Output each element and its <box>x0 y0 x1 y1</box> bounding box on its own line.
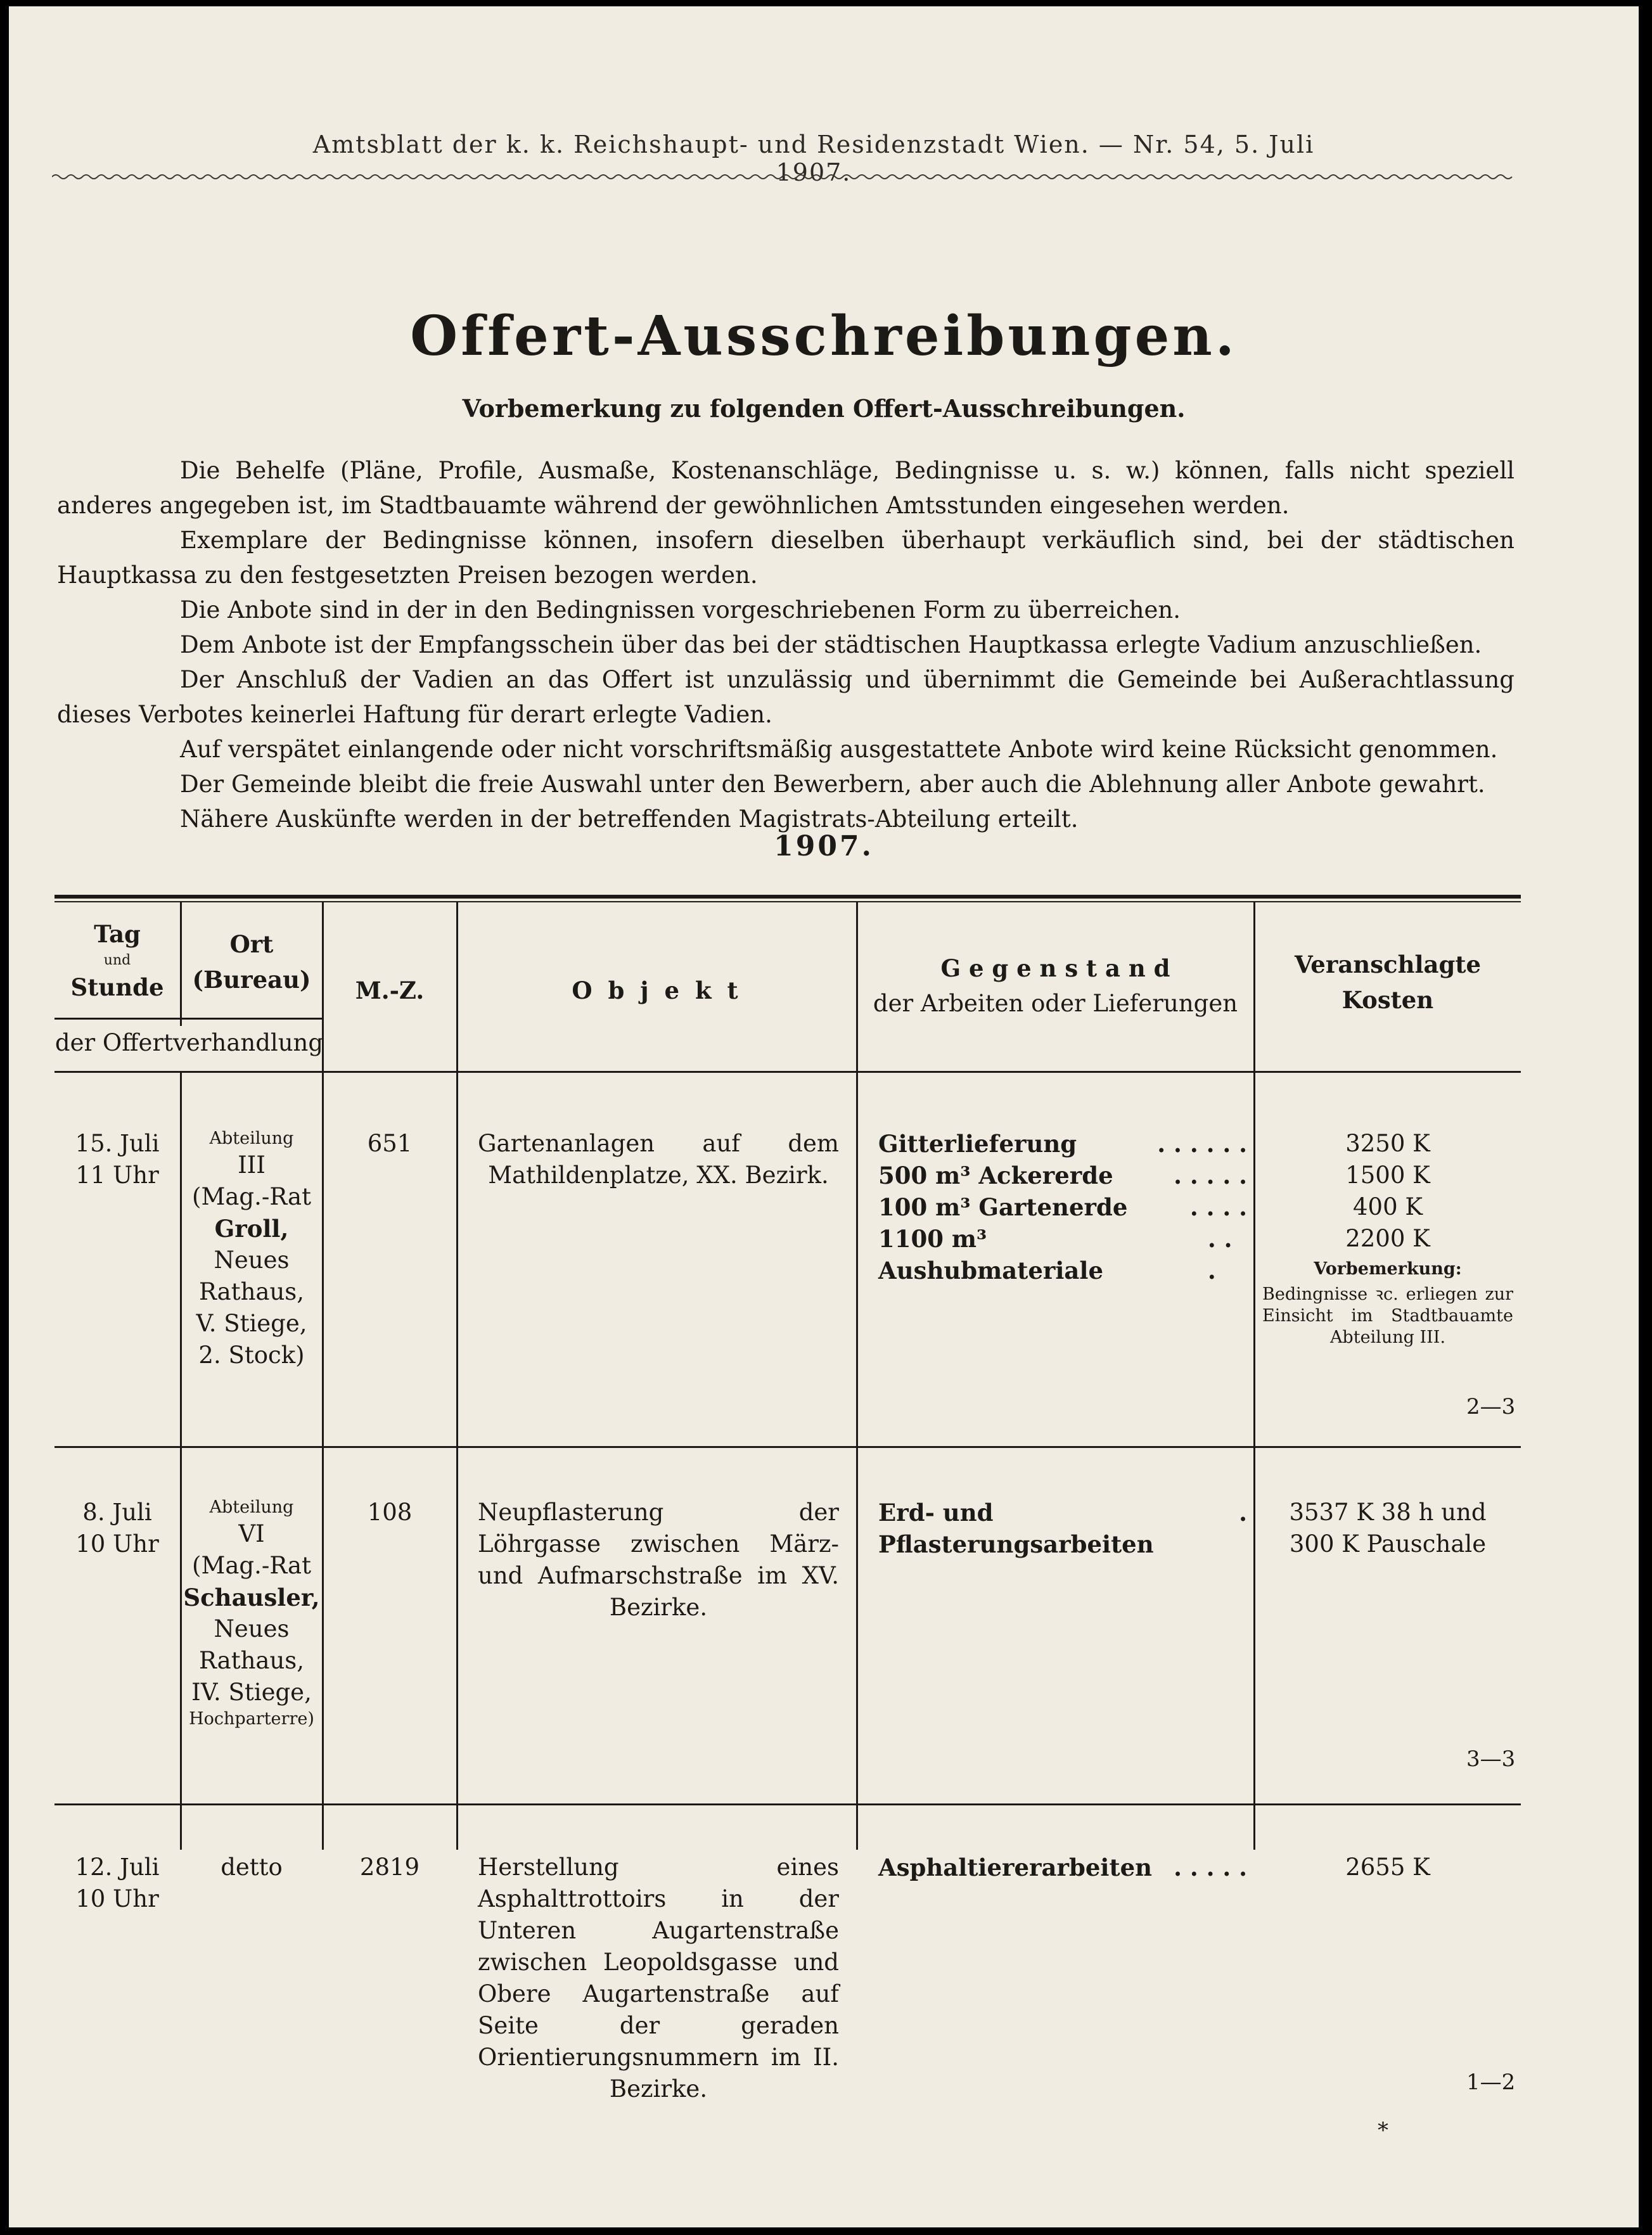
place-official: Groll, <box>214 1215 289 1243</box>
row-costs <box>1255 1852 1521 1883</box>
header-sub-rule <box>54 1018 324 1020</box>
intro-paragraph: Der Gemeinde bleibt die freie Auswahl unter den Bewerbern, aber auch die Ablehnung aller Anbote gewahrt. <box>180 771 1485 798</box>
place-line: IV. Stiege, <box>191 1679 312 1706</box>
cost-value: 3537 K 38 h und <box>1289 1499 1487 1526</box>
row-items <box>878 1852 1247 1883</box>
row-object: Gartenanlagen auf dem Mathildenplatze, XX. Bezirk. <box>478 1130 839 1189</box>
table-row-date <box>54 1852 180 1915</box>
intro-paragraph: Der Anschluß der Vadien an das Offert ist unzulässig und übernimmt die Gemeinde bei Außerachtlassung dieses Verbotes keinerlei Haftung für derart erlegte Vadien. <box>57 666 1514 728</box>
page-title: Offert-Ausschreibungen. <box>410 304 1238 368</box>
row-items <box>878 1497 1247 1560</box>
header-subject <box>857 951 1253 1021</box>
header-costs-line1: Veranschlagte <box>1294 951 1481 978</box>
header-costs-line2: Kosten <box>1341 986 1434 1014</box>
place-department: Abteilung <box>209 1129 294 1148</box>
row-costs <box>1255 1497 1521 1560</box>
work-item: 500 m³ Ackererde . . . . . <box>878 1162 1247 1189</box>
note-title: Vorbemerkung: <box>1314 1259 1462 1279</box>
place-line: 2. Stock) <box>198 1342 305 1369</box>
row-mz: 108 <box>367 1499 413 1526</box>
header-place <box>181 926 322 997</box>
place-line: Hochparterre) <box>189 1709 314 1729</box>
work-item: Erd- und Pflasterungsarbeiten . <box>878 1499 1247 1558</box>
column-divider <box>456 902 458 1850</box>
table-top-rule-thin <box>54 901 1521 902</box>
intro-paragraph: Die Behelfe (Pläne, Profile, Ausmaße, Kostenanschläge, Bedingnisse u. s. w.) können, falls nicht speziell anderes angegeben ist, im Stadtbauamte während der gewöhnlichen Amtsstunden eingesehen werden. <box>57 457 1514 519</box>
row-items <box>878 1128 1247 1286</box>
insertion-count: 1—2 <box>1466 2070 1516 2095</box>
column-divider <box>1253 902 1255 1850</box>
header-session-label: der Offertverhandlung <box>54 1029 324 1056</box>
place-line: VI <box>238 1520 265 1547</box>
intro-paragraph: Exemplare der Bedingnisse können, insofern dieselben überhaupt verkäuflich sind, bei der städtischen Hauptkassa zu den festgesetzten Preisen bezogen werden. <box>57 527 1514 589</box>
row-mz: 651 <box>367 1130 413 1157</box>
header-date <box>54 916 180 1005</box>
header-subject-line1: G e g e n s t a n d <box>940 954 1170 982</box>
place-line: V. Stiege, <box>196 1310 307 1337</box>
cost-value: 3250 K <box>1345 1130 1430 1157</box>
cost-value: 2655 K <box>1345 1854 1430 1881</box>
column-divider <box>856 902 858 1850</box>
table-row-place <box>181 1852 322 1883</box>
place-line: III <box>238 1151 266 1179</box>
row-time: 10 Uhr <box>75 1530 159 1558</box>
header-subject-line2: der Arbeiten oder Lieferungen <box>873 990 1238 1017</box>
year-heading: 1907. <box>774 830 874 862</box>
table-top-rule <box>54 895 1521 899</box>
row-date: 8. Juli <box>82 1499 152 1526</box>
row-costs <box>1255 1128 1521 1348</box>
cost-value: 400 K <box>1352 1193 1423 1220</box>
header-bottom-rule <box>54 1071 1521 1073</box>
work-item: 1100 m³ Aushubmateriale . . . <box>878 1225 1233 1284</box>
place-line: Rathaus, <box>198 1278 305 1305</box>
header-costs <box>1255 947 1521 1018</box>
table-row-date <box>54 1497 180 1560</box>
row-time: 10 Uhr <box>75 1885 159 1912</box>
row-divider <box>54 1446 1521 1448</box>
row-object: Herstellung eines Asphalttrottoirs in der Unteren Augartenstraße zwischen Leopoldsgasse und Obere Augartenstraße auf Seite der geraden Orientierungsnummern im II. Bezirke. <box>478 1854 839 2103</box>
row-object: Neupflasterung der Löhrgasse zwischen März- und Aufmarschstraße im XV. Bezirke. <box>478 1499 839 1621</box>
header-wavy-rule <box>52 172 1517 181</box>
place-line: Rathaus, <box>198 1647 305 1674</box>
footer-mark: * <box>1378 2118 1388 2143</box>
cost-value: 1500 K <box>1345 1162 1430 1189</box>
page-header: Amtsblatt der k. k. Reichshaupt- und Residenzstadt Wien. — Nr. 54, 5. Juli 1907. <box>312 131 1315 186</box>
header-date-day: Tag <box>94 920 141 948</box>
newspaper-page <box>9 6 1639 2227</box>
header-object: O b j e k t <box>572 977 742 1004</box>
intro-paragraph: Auf verspätet einlangende oder nicht vorschriftsmäßig ausgestattete Anbote wird keine Rücksicht genommen. <box>180 736 1498 763</box>
header-date-hour: Stunde <box>70 973 164 1001</box>
work-item: Asphaltiererarbeiten . . . . . <box>878 1854 1247 1881</box>
header-place-line1: Ort <box>229 930 274 958</box>
insertion-count: 2—3 <box>1466 1394 1516 1419</box>
header-date-and: und <box>103 952 131 968</box>
preliminary-note-heading: Vorbemerkung zu folgenden Offert-Ausschreibungen. <box>462 394 1186 423</box>
table-row-date <box>54 1128 180 1191</box>
note-text: Bedingnisse ꝛc. erliegen zur Einsicht im Stadtbauamte Abteilung III. <box>1262 1284 1513 1347</box>
intro-paragraph: Dem Anbote ist der Empfangsschein über das bei der städtischen Hauptkassa erlegte Vadium anzuschließen. <box>180 631 1482 658</box>
place-line: Neues <box>214 1615 290 1643</box>
place-line: (Mag.-Rat <box>192 1183 311 1210</box>
place-official: Schausler, <box>183 1584 320 1611</box>
row-date: 15. Juli <box>75 1130 160 1157</box>
place-line: (Mag.-Rat <box>192 1552 311 1579</box>
cost-value: 300 K Pauschale <box>1289 1530 1487 1558</box>
intro-paragraph: Die Anbote sind in der in den Bedingnissen vorgeschriebenen Form zu überreichen. <box>180 596 1181 624</box>
work-item: 100 m³ Gartenerde . . . . <box>878 1193 1247 1221</box>
place-line: Neues <box>214 1246 290 1274</box>
intro-paragraph: Nähere Auskünfte werden in der betreffenden Magistrats-Abteilung erteilt. <box>180 805 1079 833</box>
place-department: Abteilung <box>209 1497 294 1517</box>
cost-value: 2200 K <box>1345 1225 1430 1252</box>
table-row-place <box>181 1128 322 1371</box>
header-mz: M.-Z. <box>355 977 425 1004</box>
insertion-count: 3—3 <box>1466 1746 1516 1772</box>
row-mz: 2819 <box>359 1854 420 1881</box>
preliminary-notes <box>57 453 1514 836</box>
row-divider <box>54 1803 1521 1805</box>
work-item: Gitterlieferung . . . . . . <box>878 1130 1247 1158</box>
row-time: 11 Uhr <box>75 1162 159 1189</box>
header-place-line2: (Bureau) <box>192 966 311 994</box>
place-line: detto <box>221 1854 283 1881</box>
table-row-place <box>181 1497 322 1730</box>
row-date: 12. Juli <box>75 1854 160 1881</box>
